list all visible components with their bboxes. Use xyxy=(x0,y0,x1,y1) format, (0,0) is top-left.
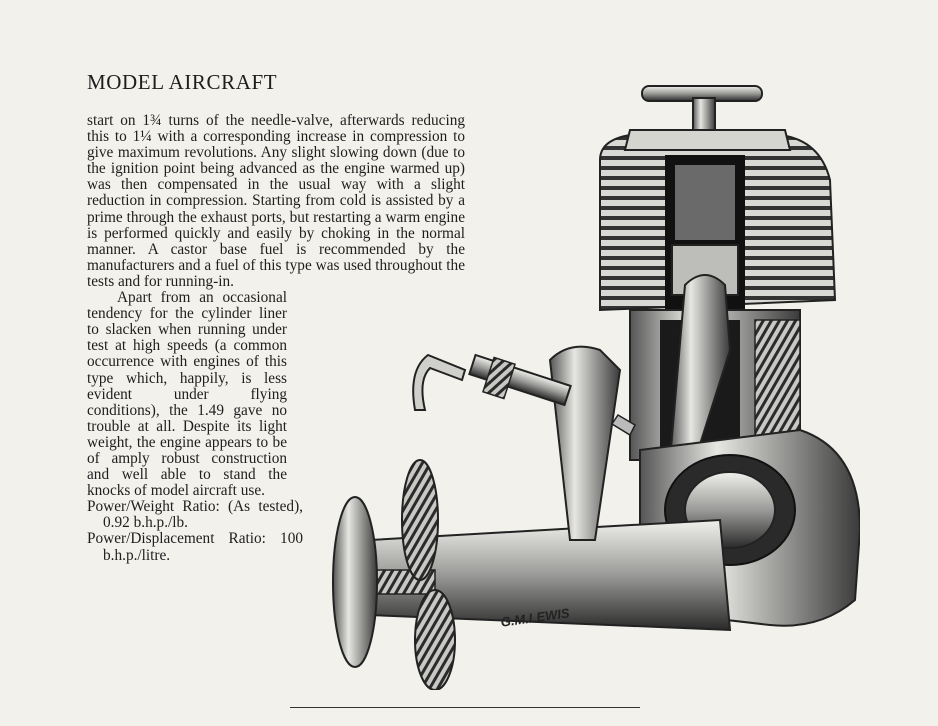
section-title: MODEL AIRCRAFT xyxy=(87,70,278,94)
paragraph-1: start on 1¾ turns of the needle-valve, afterwards reducing this to 1¼ with a corresponding increase in compression to give maximum revolutions. Any slight slowing down (due to the ignition point being advanced as the engine warmed up) was then compensated in the usual way with a slight reduction in compression. Starting from cold is assisted by a prime through the exhaust ports, but restarting a warm engine is performed quickly and easily by choking in the normal manner. A castor base fuel is recommended by the manufacturers and a fuel of this type was used throughout the tests and for running-in. xyxy=(87,112,465,290)
paragraph-2: Apart from an occasional tendency for the cylinder liner to slacken when running under test at high speeds (a common occurrence with engines of this type which, happily, is less evident under flying conditions), the 1.49 gave no trouble at all. Despite its light weight, the engine appears to be of amply robust construction and well able to stand the knocks of model aircraft use. xyxy=(87,289,287,500)
power-weight-ratio: Power/Weight Ratio: (As tested), 0.92 b.h.p./lb. xyxy=(87,498,303,532)
engine-cutaway-illustration xyxy=(300,70,860,690)
intake-venturi xyxy=(413,347,635,540)
power-displacement-ratio: Power/Displacement Ratio: 100 b.h.p./litre. xyxy=(87,530,303,564)
footer-rule xyxy=(290,707,640,708)
signature-text: G.M.LEWIS xyxy=(499,605,571,630)
